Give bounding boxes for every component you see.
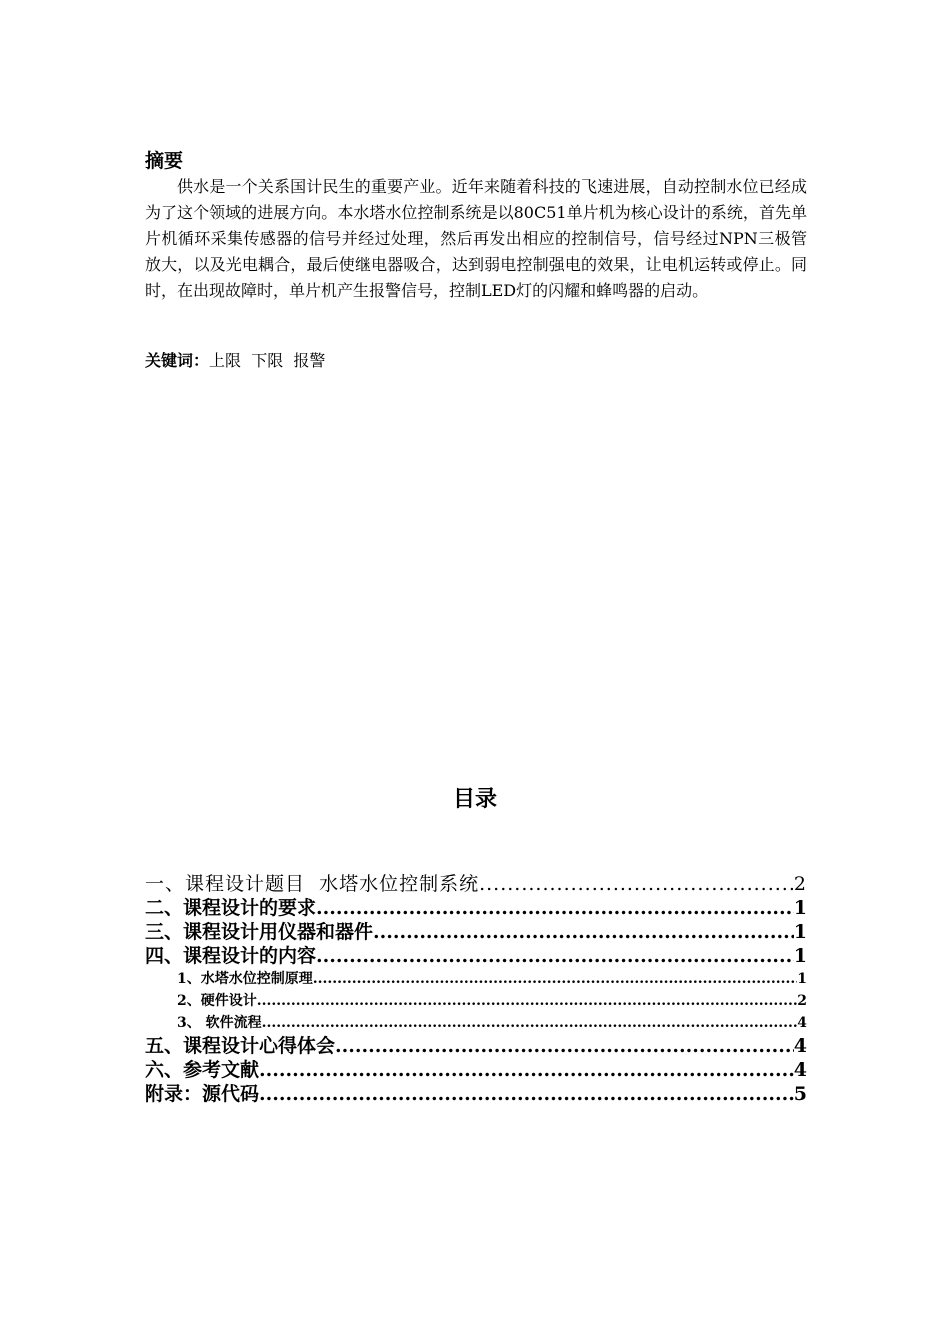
- toc-page-number: 1: [793, 897, 807, 919]
- toc-entry-title: 三、课程设计用仪器和器件: [145, 921, 374, 943]
- toc-entry-title: 五、课程设计心得体会: [145, 1035, 336, 1057]
- toc-leader-dots: [259, 1082, 794, 1106]
- toc-leader-dots: [313, 968, 798, 990]
- toc-leader-dots: [259, 1058, 794, 1082]
- keywords-line: [145, 348, 325, 374]
- toc-page-number: 1: [793, 921, 807, 943]
- toc-page-number: 2: [797, 993, 807, 1009]
- toc-leader-dots: [335, 1034, 794, 1058]
- toc-entry-title: 四、课程设计的内容: [145, 945, 317, 967]
- toc-subentry[interactable]: [145, 990, 807, 1012]
- table-of-contents: [145, 872, 807, 1106]
- toc-leader-dots: [257, 990, 798, 1012]
- toc-page-number: 1: [793, 945, 807, 967]
- toc-leader-dots: [316, 896, 794, 920]
- toc-leader-dots: [373, 920, 794, 944]
- toc-entry[interactable]: [145, 1058, 807, 1082]
- toc-page-number: 4: [793, 1059, 807, 1081]
- toc-page-number: 1: [797, 971, 807, 987]
- toc-entry[interactable]: [145, 872, 807, 896]
- toc-entry-title: 附录：源代码: [145, 1083, 260, 1105]
- toc-page-number: 4: [793, 1035, 807, 1057]
- abstract-heading: 摘要: [145, 150, 184, 172]
- toc-entry-title: 六、参考文献: [145, 1059, 260, 1081]
- toc-leader-dots: [262, 1012, 798, 1034]
- toc-subentry[interactable]: [145, 1012, 807, 1034]
- toc-subentry[interactable]: [145, 968, 807, 990]
- toc-entry[interactable]: [145, 944, 807, 968]
- toc-page-number: 4: [797, 1015, 807, 1031]
- toc-leader-dots: [479, 872, 794, 896]
- toc-entry[interactable]: [145, 1034, 807, 1058]
- keywords-value: 上限 下限 报警: [209, 351, 326, 370]
- toc-entry-title: 1、水塔水位控制原理: [177, 971, 313, 987]
- toc-entry-title: 2、硬件设计: [177, 993, 257, 1009]
- toc-entry-title: 一、课程设计题目 水塔水位控制系统: [145, 873, 480, 895]
- keywords-label: 关键词：: [145, 351, 210, 370]
- toc-entry-title: 3、 软件流程: [177, 1015, 262, 1031]
- toc-entry[interactable]: [145, 896, 807, 920]
- toc-page-number: 2: [793, 873, 807, 895]
- toc-entry-title: 二、课程设计的要求: [145, 897, 317, 919]
- toc-entry[interactable]: [145, 920, 807, 944]
- toc-leader-dots: [316, 944, 794, 968]
- toc-title: 目录: [452, 787, 497, 812]
- abstract-body: 供水是一个关系国计民生的重要产业。近年来随着科技的飞速进展，自动控制水位已经成为了这个领域的进展方向。本水塔水位控制系统是以80C51单片机为核心设计的系统，首先单片机循环采集传感器的信号并经过处理，然后再发出相应的控制信号，信号经过NPN三极管放大，以及光电耦合，最后使继电器吸合，达到弱电控制强电的效果，让电机运转或停止。同时，在出现故障时，单片机产生报警信号，控制LED灯的闪耀和蜂鸣器的启动。: [145, 177, 807, 300]
- toc-entry[interactable]: [145, 1082, 807, 1106]
- toc-page-number: 5: [793, 1083, 807, 1105]
